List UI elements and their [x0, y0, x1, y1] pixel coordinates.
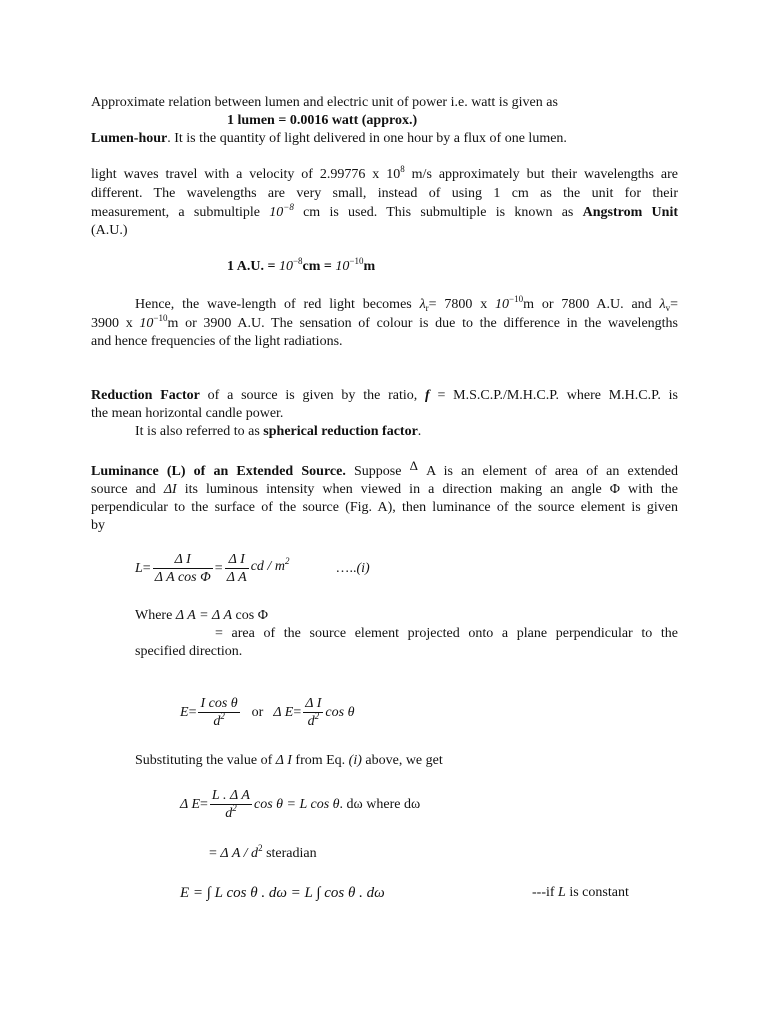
lumen-hour-text: . It is the quantity of light delivered in one hour by a flux of one lumen.: [167, 131, 567, 146]
reduction-factor-term: Reduction Factor: [91, 388, 200, 403]
red-light-line-3: and hence frequencies of the light radiations.: [91, 334, 343, 349]
solid-angle-line: = Δ A / $d^2$ steradian: [209, 843, 317, 861]
projected-area-line: = area of the source element projected onto a plane perpendicular to the: [215, 626, 678, 641]
reduction-factor-line-2: the mean horizontal candle power.: [91, 406, 284, 421]
equation-number: …..(i): [335, 560, 370, 576]
constant-note: ---if L is constant: [532, 885, 629, 900]
specified-direction-line: specified direction.: [135, 644, 243, 659]
spherical-reduction-term: spherical reduction factor: [263, 424, 418, 439]
reduction-factor-line-1: Reduction Factor of a source is given by the ratio, f = M.S.C.P./M.H.C.P. where M.H.C.P. is: [91, 388, 678, 403]
reduction-factor-line-3: It is also referred to as spherical reduction factor.: [135, 424, 422, 439]
light-waves-line-2: different. The wavelengths are very small, instead of using 1 cm as the unit for their: [91, 186, 678, 201]
red-light-line-2: 3900 x $10^{-10}m$ or 3900 A.U. The sensation of colour is due to the difference in the wavelengths: [91, 313, 679, 331]
lumen-watt-equation: 1 lumen = 0.0016 watt (approx.): [227, 113, 418, 128]
light-waves-line-4: (A.U.): [91, 223, 128, 238]
luminance-line-2: source and ΔI its luminous intensity when viewed in a direction making an angle Φ with the: [91, 482, 678, 497]
integral-equation: E = ∫ L cos θ . dω = L ∫ cos θ . dω: [180, 885, 385, 901]
luminance-term: Luminance (L) of an Extended Source.: [91, 464, 346, 479]
angstrom-unit-term: Angstrom Unit: [582, 205, 678, 220]
luminance-line-1: Luminance (L) of an Extended Source. Suppose $^\Delta$ A is an element of area of an extended: [91, 458, 679, 479]
illuminance-equation: E = $\frac{\text{I cos θ}}{d^2}$ or Δ E = $\frac{\text{Δ I}}{d^2}$ cos θ: [180, 696, 355, 729]
luminance-equation: L = $\frac{\text{Δ I}}{\text{Δ A cos Φ}}$ = $\frac{\text{Δ I}}{\text{Δ A}}$ cd / $m^2$ …..(i): [135, 552, 370, 585]
light-waves-line-1: light waves travel with a velocity of 2.99776 x $10^8$ m/s approximately but their wavelengths are: [91, 164, 678, 182]
luminance-line-3: perpendicular to the surface of the source (Fig. A), then luminance of the source element is given: [91, 500, 678, 515]
luminance-line-4: by: [91, 518, 105, 533]
delta-e-equation: Δ E = $\frac{\text{L . Δ A}}{d^2}$ cos θ = L cos θ . dω where dω: [180, 788, 421, 821]
where-line: Where Δ A = Δ A cos Φ: [135, 608, 268, 623]
substituting-line: Substituting the value of Δ I from Eq. (i) above, we get: [135, 753, 443, 768]
red-light-line-1: Hence, the wave-length of red light becomes $\lambda_r= 7800$ x $10^{-10}m$ or 7800 A.U. and $\lambda_v=$: [135, 294, 678, 313]
lumen-hour-term: Lumen-hour: [91, 131, 168, 146]
lumen-hour-definition: [91, 130, 567, 148]
light-waves-line-3: measurement, a submultiple $10^{-8}$ cm is used. This submultiple is known as Angstrom Unit: [91, 202, 678, 220]
intro-line: Approximate relation between lumen and electric unit of power i.e. watt is given as: [91, 95, 558, 110]
angstrom-equation: 1 A.U. = $10^{-8}cm = 10^{-10}m$: [227, 256, 376, 274]
